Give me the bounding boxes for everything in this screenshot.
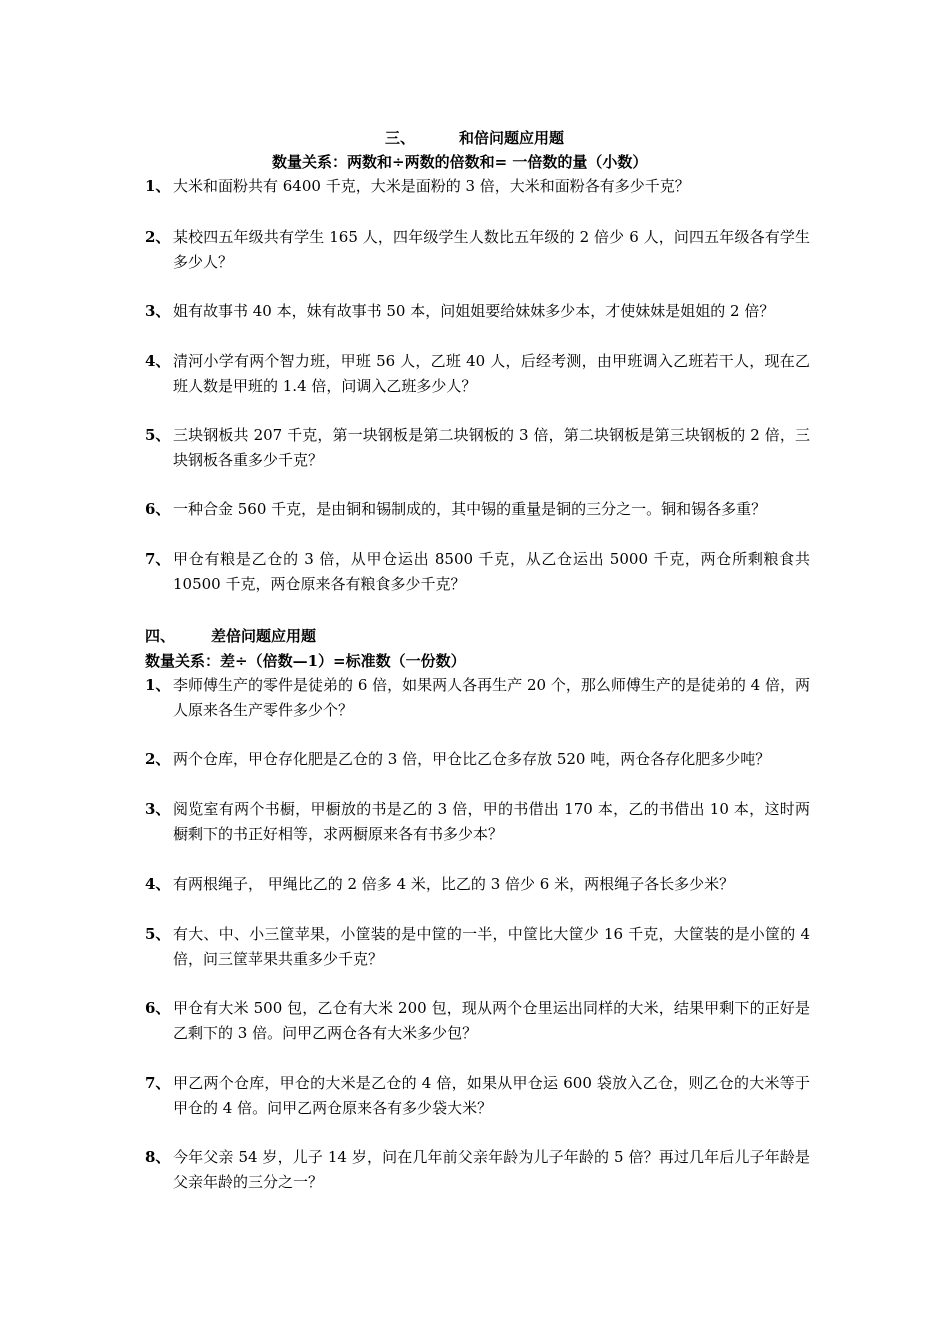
item-text: 大米和面粉共有 6400 千克，大米是面粉的 3 倍，大米和面粉各有多少千克？	[173, 177, 690, 195]
item-index: 3、	[145, 800, 171, 818]
item-text: 甲仓有粮是乙仓的 3 倍，从甲仓运出 8500 千克，从乙仓运出 5000 千克，两仓所剩粮食共 10500 千克，两仓原来各有粮食多少千克？	[173, 550, 810, 593]
item-text: 三块钢板共 207 千克，第一块钢板是第二块钢板的 3 倍，第二块钢板是第三块钢板的 2 倍，三块钢板各重多少千克？	[173, 426, 810, 469]
section4-item-6	[145, 996, 810, 1046]
section4-item-2	[145, 747, 810, 772]
item-index: 5、	[145, 426, 171, 444]
item-text: 甲仓有大米 500 包，乙仓有大米 200 包，现从两个仓里运出同样的大米，结果甲剩下的正好是乙剩下的 3 倍。问甲乙两仓各有大米多少包？	[173, 999, 810, 1042]
item-text: 姐有故事书 40 本，妹有故事书 50 本，问姐姐要给妹妹多少本，才使妹妹是姐姐的 2 倍？	[173, 302, 775, 320]
item-text: 今年父亲 54 岁，儿子 14 岁，问在几年前父亲年龄为儿子年龄的 5 倍？再过几年后儿子年龄是父亲年龄的三分之一？	[173, 1148, 810, 1191]
section4-number: 四、	[145, 627, 176, 645]
section3-item-7	[145, 547, 810, 597]
item-index: 4、	[145, 352, 171, 370]
section4-item-7	[145, 1071, 810, 1121]
section3-item-3	[145, 299, 810, 324]
item-index: 6、	[145, 999, 171, 1017]
item-index: 1、	[145, 676, 171, 694]
item-text: 一种合金 560 千克，是由铜和锡制成的，其中锡的重量是铜的三分之一。铜和锡各多重？	[173, 500, 767, 518]
item-index: 2、	[145, 228, 171, 246]
section3-item-2	[145, 225, 810, 275]
section4-item-8	[145, 1145, 810, 1195]
section4-item-1	[145, 673, 810, 723]
section4-item-5	[145, 922, 810, 972]
item-index: 6、	[145, 500, 171, 518]
section3-item-5	[145, 423, 810, 473]
item-text: 有两根绳子， 甲绳比乙的 2 倍多 4 米，比乙的 3 倍少 6 米，两根绳子各长多少米？	[173, 875, 735, 893]
item-index: 7、	[145, 1074, 171, 1092]
item-text: 有大、中、小三筐苹果，小筐装的是中筐的一半，中筐比大筐少 16 千克，大筐装的是小筐的 4 倍，问三筐苹果共重多少千克？	[173, 925, 810, 968]
section3-heading	[385, 127, 564, 148]
section3-formula: 数量关系：两数和÷两数的倍数和= 一倍数的量（小数）	[272, 153, 648, 171]
section3-item-6	[145, 497, 810, 522]
section4-item-4	[145, 872, 810, 897]
section4-formula: 数量关系：差÷（倍数—1）=标准数（一份数）	[145, 652, 466, 670]
item-index: 5、	[145, 925, 171, 943]
item-index: 2、	[145, 750, 171, 768]
item-index: 8、	[145, 1148, 171, 1166]
section4-title: 差倍问题应用题	[211, 627, 317, 645]
section3-item-1	[145, 174, 810, 199]
item-text: 两个仓库，甲仓存化肥是乙仓的 3 倍，甲仓比乙仓多存放 520 吨，两仓各存化肥多少吨？	[173, 750, 771, 768]
section4-heading	[145, 625, 316, 646]
item-index: 7、	[145, 550, 171, 568]
section3-title: 和倍问题应用题	[459, 129, 565, 147]
item-text: 清河小学有两个智力班，甲班 56 人，乙班 40 人，后经考测，由甲班调入乙班若干人，现在乙班人数是甲班的 1.4 倍，问调入乙班多少人？	[173, 352, 810, 395]
item-text: 甲乙两个仓库，甲仓的大米是乙仓的 4 倍，如果从甲仓运 600 袋放入乙仓，则乙仓的大米等于甲仓的 4 倍。问甲乙两仓原来各有多少袋大米？	[173, 1074, 810, 1117]
item-text: 李师傅生产的零件是徒弟的 6 倍，如果两人各再生产 20 个，那么师傅生产的是徒弟的 4 倍，两人原来各生产零件多少个？	[173, 676, 810, 719]
section3-item-4	[145, 349, 810, 399]
item-index: 1、	[145, 177, 171, 195]
item-index: 3、	[145, 302, 171, 320]
item-text: 阅览室有两个书橱，甲橱放的书是乙的 3 倍，甲的书借出 170 本，乙的书借出 10 本，这时两橱剩下的书正好相等，求两橱原来各有书多少本？	[173, 800, 810, 843]
section4-item-3	[145, 797, 810, 847]
item-index: 4、	[145, 875, 171, 893]
item-text: 某校四五年级共有学生 165 人，四年级学生人数比五年级的 2 倍少 6 人，问四五年级各有学生多少人？	[173, 228, 810, 271]
section3-number: 三、	[385, 129, 416, 147]
